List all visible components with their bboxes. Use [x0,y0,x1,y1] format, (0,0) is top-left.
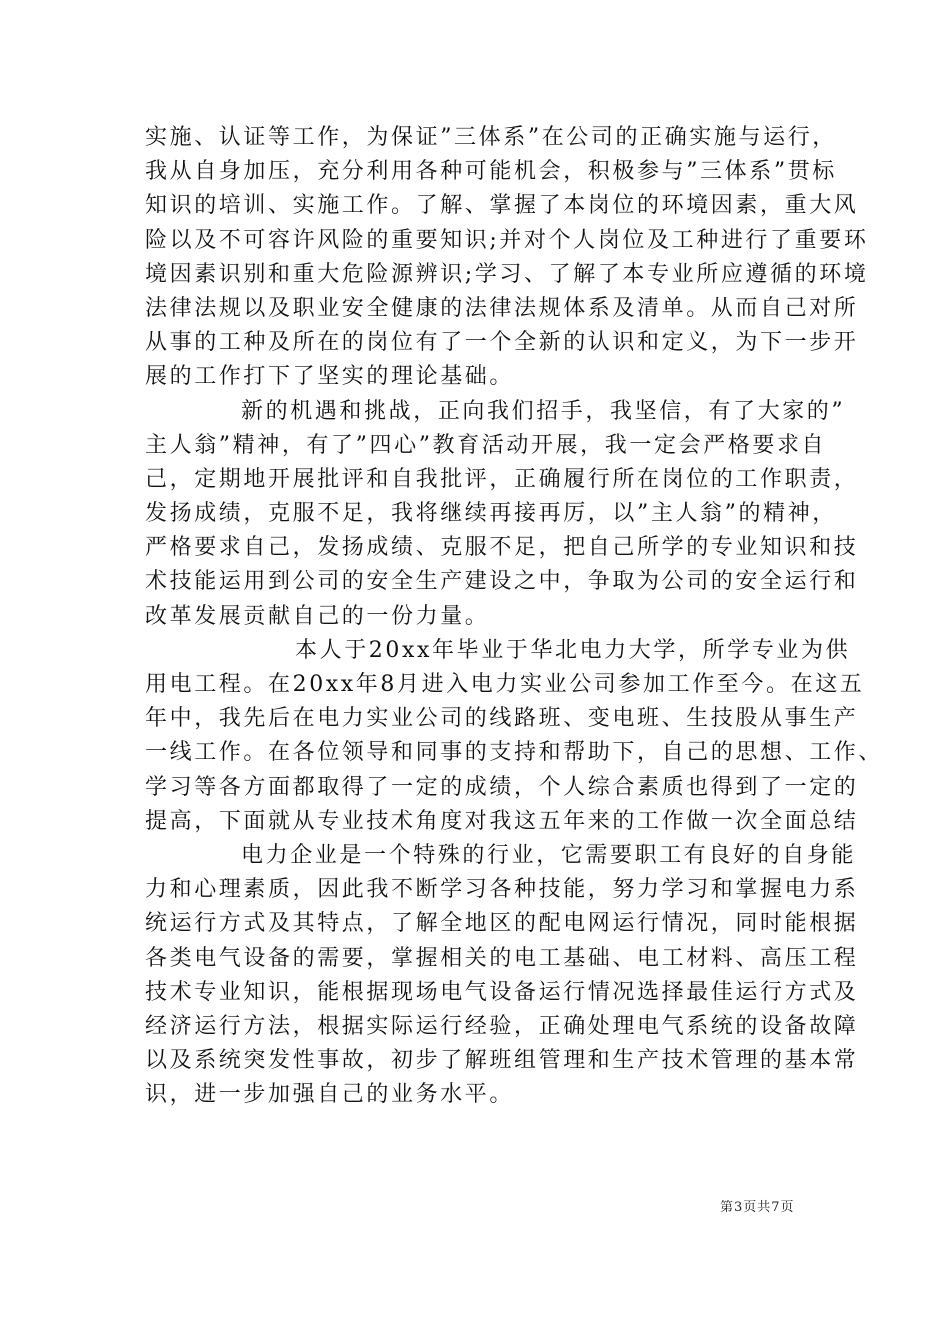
text-line: 经济运行方法，根据实际运行经验，正确处理电气系统的设备故障 [145,1013,859,1039]
text-line: 知识的培训、实施工作。了解、掌握了本岗位的环境因素，重大风 [145,193,859,219]
text-line: 识，进一步加强自己的业务水平。 [145,1082,515,1108]
text-line: 险以及不可容许风险的重要知识;并对个人岗位及工种进行了重要环 [145,227,869,253]
paragraph-2 [145,395,859,634]
text-line: 统运行方式及其特点，了解全地区的配电网运行情况，同时能根据 [145,911,859,937]
text-line: 一线工作。在各位领导和同事的支持和帮助下，自己的思想、工作、 [145,740,884,766]
text-line: 各类电气设备的需要，掌握相关的电工基础、电工材料、高压工程 [145,945,859,971]
text-line: 力和心理素质，因此我不断学习各种技能，努力学习和掌握电力系 [145,877,859,903]
text-line-indented: 电力企业是一个特殊的行业，它需要职工有良好的自身能 [241,842,857,868]
text-line: 从事的工种及所在的岗位有了一个全新的认识和定义，为下一步开 [145,330,859,356]
text-line-indented: 本人于20xx年毕业于华北电力大学，所学专业为供 [295,637,851,663]
paragraph-3 [145,634,884,839]
text-line: 术技能运用到公司的安全生产建设之中，争取为公司的安全运行和 [145,569,859,595]
text-line: 改革发展贡献自己的一份力量。 [145,603,490,629]
text-line: 法律法规以及职业安全健康的法律法规体系及清单。从而自己对所 [145,295,859,321]
text-line: 学习等各方面都取得了一定的成绩，个人综合素质也得到了一定的 [145,774,859,800]
document-body [145,121,884,1112]
text-line: 主人翁”精神，有了”四心”教育活动开展，我一定会严格要求自 [145,432,827,458]
text-line: 年中，我先后在电力实业公司的线路班、变电班、生技股从事生产 [145,706,859,732]
text-line: 严格要求自己，发扬成绩、克服不足，把自己所学的专业知识和技 [145,535,859,561]
text-line: 展的工作打下了坚实的理论基础。 [145,364,515,390]
paragraph-1 [145,121,869,395]
text-line: 技术专业知识，能根据现场电气设备运行情况选择最佳运行方式及 [145,979,859,1005]
text-line: 提高，下面就从专业技术角度对我这五年来的工作做一次全面总结 [145,808,859,834]
text-line: 我从自身加压，充分利用各种可能机会，积极参与”三体系”贯标 [145,159,837,185]
paragraph-4 [145,839,859,1113]
page-number-footer: 第3页共7页 [720,1200,795,1215]
text-line: 用电工程。在20xx年8月进入电力实业公司参加工作至今。在这五 [145,672,865,697]
text-line: 以及系统突发性事故，初步了解班组管理和生产技术管理的基本常 [145,1048,859,1074]
text-line: 实施、认证等工作，为保证”三体系”在公司的正确实施与运行， [145,125,837,150]
text-line: 发扬成绩，克服不足，我将继续再接再厉，以”主人翁”的精神， [145,501,837,527]
text-line-indented: 新的机遇和挑战，正向我们招手，我坚信，有了大家的” [241,398,846,424]
text-line: 境因素识别和重大危险源辨识;学习、了解了本专业所应遵循的环境 [145,261,869,287]
text-line: 己，定期地开展批评和自我批评，正确履行所在岗位的工作职责， [145,466,859,492]
